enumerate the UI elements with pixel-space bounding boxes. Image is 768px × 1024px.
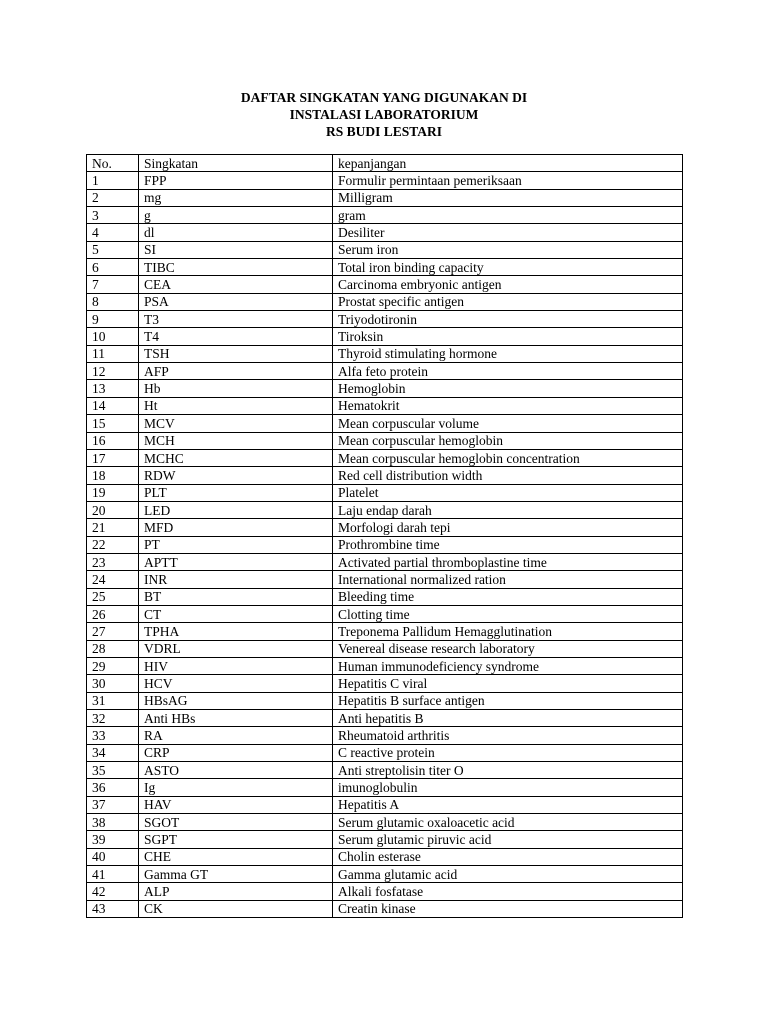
expansion-cell: Prothrombine time	[333, 536, 683, 553]
expansion-cell: Carcinoma embryonic antigen	[333, 276, 683, 293]
row-number-cell: 10	[87, 328, 139, 345]
expansion-cell: Rheumatoid arthritis	[333, 727, 683, 744]
row-number-cell: 38	[87, 814, 139, 831]
expansion-cell: International normalized ration	[333, 571, 683, 588]
row-number-cell: 29	[87, 657, 139, 674]
abbreviation-cell: CK	[139, 900, 333, 917]
table-row	[87, 449, 683, 466]
expansion-cell: Red cell distribution width	[333, 467, 683, 484]
row-number-cell: 8	[87, 293, 139, 310]
row-number-cell: 3	[87, 207, 139, 224]
row-number-cell: 18	[87, 467, 139, 484]
row-number-cell: 25	[87, 588, 139, 605]
row-number-cell: 24	[87, 571, 139, 588]
abbreviation-cell: TIBC	[139, 259, 333, 276]
expansion-cell: Gamma glutamic acid	[333, 866, 683, 883]
abbreviation-table	[86, 154, 683, 918]
abbreviation-cell: SI	[139, 241, 333, 258]
row-number-cell: 41	[87, 866, 139, 883]
row-number-cell: 30	[87, 675, 139, 692]
expansion-cell: Mean corpuscular volume	[333, 415, 683, 432]
table-row	[87, 467, 683, 484]
table-row	[87, 588, 683, 605]
table-row	[87, 432, 683, 449]
table-row	[87, 189, 683, 206]
expansion-cell: Hematokrit	[333, 397, 683, 414]
abbreviation-cell: RA	[139, 727, 333, 744]
table-row	[87, 744, 683, 761]
abbreviation-cell: Gamma GT	[139, 866, 333, 883]
row-number-cell: 17	[87, 449, 139, 466]
expansion-cell: C reactive protein	[333, 744, 683, 761]
abbreviation-cell: Anti HBs	[139, 710, 333, 727]
row-number-cell: 20	[87, 501, 139, 518]
row-number-cell: 13	[87, 380, 139, 397]
table-row	[87, 345, 683, 362]
table-row	[87, 605, 683, 622]
table-row	[87, 571, 683, 588]
row-number-cell: 7	[87, 276, 139, 293]
abbreviation-cell: HIV	[139, 657, 333, 674]
expansion-cell: Mean corpuscular hemoglobin concentration	[333, 449, 683, 466]
table-row	[87, 866, 683, 883]
expansion-cell: Cholin esterase	[333, 848, 683, 865]
abbreviation-cell: AFP	[139, 363, 333, 380]
table-row	[87, 311, 683, 328]
header-no: No.	[87, 155, 139, 172]
expansion-cell: Total iron binding capacity	[333, 259, 683, 276]
abbreviation-cell: dl	[139, 224, 333, 241]
abbreviation-cell: CEA	[139, 276, 333, 293]
table-row	[87, 640, 683, 657]
row-number-cell: 12	[87, 363, 139, 380]
expansion-cell: Tiroksin	[333, 328, 683, 345]
abbreviation-cell: VDRL	[139, 640, 333, 657]
row-number-cell: 37	[87, 796, 139, 813]
abbreviation-cell: INR	[139, 571, 333, 588]
table-row	[87, 779, 683, 796]
expansion-cell: imunoglobulin	[333, 779, 683, 796]
table-row	[87, 536, 683, 553]
title-line-2: INSTALASI LABORATORIUM	[289, 107, 479, 122]
table-row	[87, 727, 683, 744]
abbreviation-cell: APTT	[139, 553, 333, 570]
abbreviation-cell: CRP	[139, 744, 333, 761]
table-row	[87, 675, 683, 692]
table-row	[87, 796, 683, 813]
row-number-cell: 26	[87, 605, 139, 622]
row-number-cell: 14	[87, 397, 139, 414]
row-number-cell: 16	[87, 432, 139, 449]
expansion-cell: Prostat specific antigen	[333, 293, 683, 310]
expansion-cell: Anti streptolisin titer O	[333, 762, 683, 779]
expansion-cell: Desiliter	[333, 224, 683, 241]
table-row	[87, 814, 683, 831]
row-number-cell: 19	[87, 484, 139, 501]
row-number-cell: 1	[87, 172, 139, 189]
expansion-cell: Venereal disease research laboratory	[333, 640, 683, 657]
table-row	[87, 484, 683, 501]
row-number-cell: 31	[87, 692, 139, 709]
abbreviation-cell: MCH	[139, 432, 333, 449]
abbreviation-cell: PLT	[139, 484, 333, 501]
table-row	[87, 848, 683, 865]
row-number-cell: 11	[87, 345, 139, 362]
abbreviation-cell: SGOT	[139, 814, 333, 831]
expansion-cell: Hepatitis A	[333, 796, 683, 813]
abbreviation-cell: HBsAG	[139, 692, 333, 709]
table-row	[87, 328, 683, 345]
row-number-cell: 6	[87, 259, 139, 276]
document-title	[0, 89, 768, 140]
expansion-cell: Anti hepatitis B	[333, 710, 683, 727]
expansion-cell: Alkali fosfatase	[333, 883, 683, 900]
table-row	[87, 293, 683, 310]
expansion-cell: gram	[333, 207, 683, 224]
table-row	[87, 363, 683, 380]
row-number-cell: 2	[87, 189, 139, 206]
expansion-cell: Milligram	[333, 189, 683, 206]
row-number-cell: 5	[87, 241, 139, 258]
expansion-cell: Platelet	[333, 484, 683, 501]
expansion-cell: Thyroid stimulating hormone	[333, 345, 683, 362]
row-number-cell: 35	[87, 762, 139, 779]
header-singkatan: Singkatan	[139, 155, 333, 172]
row-number-cell: 27	[87, 623, 139, 640]
table-row	[87, 692, 683, 709]
row-number-cell: 32	[87, 710, 139, 727]
row-number-cell: 33	[87, 727, 139, 744]
abbreviation-cell: ASTO	[139, 762, 333, 779]
abbreviation-cell: CT	[139, 605, 333, 622]
table-body	[87, 172, 683, 918]
expansion-cell: Activated partial thromboplastine time	[333, 553, 683, 570]
row-number-cell: 28	[87, 640, 139, 657]
table-row	[87, 762, 683, 779]
abbreviation-cell: RDW	[139, 467, 333, 484]
row-number-cell: 40	[87, 848, 139, 865]
expansion-cell: Laju endap darah	[333, 501, 683, 518]
table-row	[87, 207, 683, 224]
table-row	[87, 553, 683, 570]
abbreviation-cell: mg	[139, 189, 333, 206]
row-number-cell: 39	[87, 831, 139, 848]
table-row	[87, 831, 683, 848]
abbreviation-cell: T3	[139, 311, 333, 328]
expansion-cell: Creatin kinase	[333, 900, 683, 917]
table-row	[87, 900, 683, 917]
expansion-cell: Bleeding time	[333, 588, 683, 605]
abbreviation-cell: PT	[139, 536, 333, 553]
row-number-cell: 9	[87, 311, 139, 328]
abbreviation-cell: TSH	[139, 345, 333, 362]
row-number-cell: 34	[87, 744, 139, 761]
expansion-cell: Triyodotironin	[333, 311, 683, 328]
table-row	[87, 710, 683, 727]
table-row	[87, 276, 683, 293]
table-row	[87, 380, 683, 397]
abbreviation-cell: LED	[139, 501, 333, 518]
header-kepanjangan: kepanjangan	[333, 155, 683, 172]
abbreviation-cell: HAV	[139, 796, 333, 813]
row-number-cell: 23	[87, 553, 139, 570]
abbreviation-cell: BT	[139, 588, 333, 605]
abbreviation-cell: Hb	[139, 380, 333, 397]
row-number-cell: 21	[87, 519, 139, 536]
row-number-cell: 43	[87, 900, 139, 917]
expansion-cell: Treponema Pallidum Hemagglutination	[333, 623, 683, 640]
table-row	[87, 657, 683, 674]
table-row	[87, 172, 683, 189]
row-number-cell: 42	[87, 883, 139, 900]
abbreviation-cell: HCV	[139, 675, 333, 692]
title-line-1: DAFTAR SINGKATAN YANG DIGUNAKAN DI	[240, 90, 528, 105]
abbreviation-cell: CHE	[139, 848, 333, 865]
expansion-cell: Hepatitis B surface antigen	[333, 692, 683, 709]
title-line-3: RS BUDI LESTARI	[325, 124, 443, 139]
table-row	[87, 224, 683, 241]
table-row	[87, 415, 683, 432]
abbreviation-cell: MCV	[139, 415, 333, 432]
abbreviation-cell: Ig	[139, 779, 333, 796]
expansion-cell: Serum iron	[333, 241, 683, 258]
table-row	[87, 241, 683, 258]
abbreviation-cell: TPHA	[139, 623, 333, 640]
expansion-cell: Human immunodeficiency syndrome	[333, 657, 683, 674]
row-number-cell: 15	[87, 415, 139, 432]
expansion-cell: Mean corpuscular hemoglobin	[333, 432, 683, 449]
expansion-cell: Formulir permintaan pemeriksaan	[333, 172, 683, 189]
expansion-cell: Hepatitis C viral	[333, 675, 683, 692]
table-row	[87, 519, 683, 536]
table-row	[87, 501, 683, 518]
abbreviation-cell: FPP	[139, 172, 333, 189]
table-row	[87, 883, 683, 900]
table-row	[87, 259, 683, 276]
abbreviation-cell: MFD	[139, 519, 333, 536]
abbreviation-cell: MCHC	[139, 449, 333, 466]
abbreviation-cell: SGPT	[139, 831, 333, 848]
abbreviation-cell: ALP	[139, 883, 333, 900]
row-number-cell: 22	[87, 536, 139, 553]
expansion-cell: Serum glutamic piruvic acid	[333, 831, 683, 848]
expansion-cell: Hemoglobin	[333, 380, 683, 397]
row-number-cell: 4	[87, 224, 139, 241]
table-row	[87, 623, 683, 640]
table-header-row	[87, 155, 683, 172]
row-number-cell: 36	[87, 779, 139, 796]
table-row	[87, 397, 683, 414]
expansion-cell: Serum glutamic oxaloacetic acid	[333, 814, 683, 831]
expansion-cell: Alfa feto protein	[333, 363, 683, 380]
abbreviation-cell: PSA	[139, 293, 333, 310]
abbreviation-cell: T4	[139, 328, 333, 345]
expansion-cell: Morfologi darah tepi	[333, 519, 683, 536]
abbreviation-cell: g	[139, 207, 333, 224]
abbreviation-cell: Ht	[139, 397, 333, 414]
expansion-cell: Clotting time	[333, 605, 683, 622]
